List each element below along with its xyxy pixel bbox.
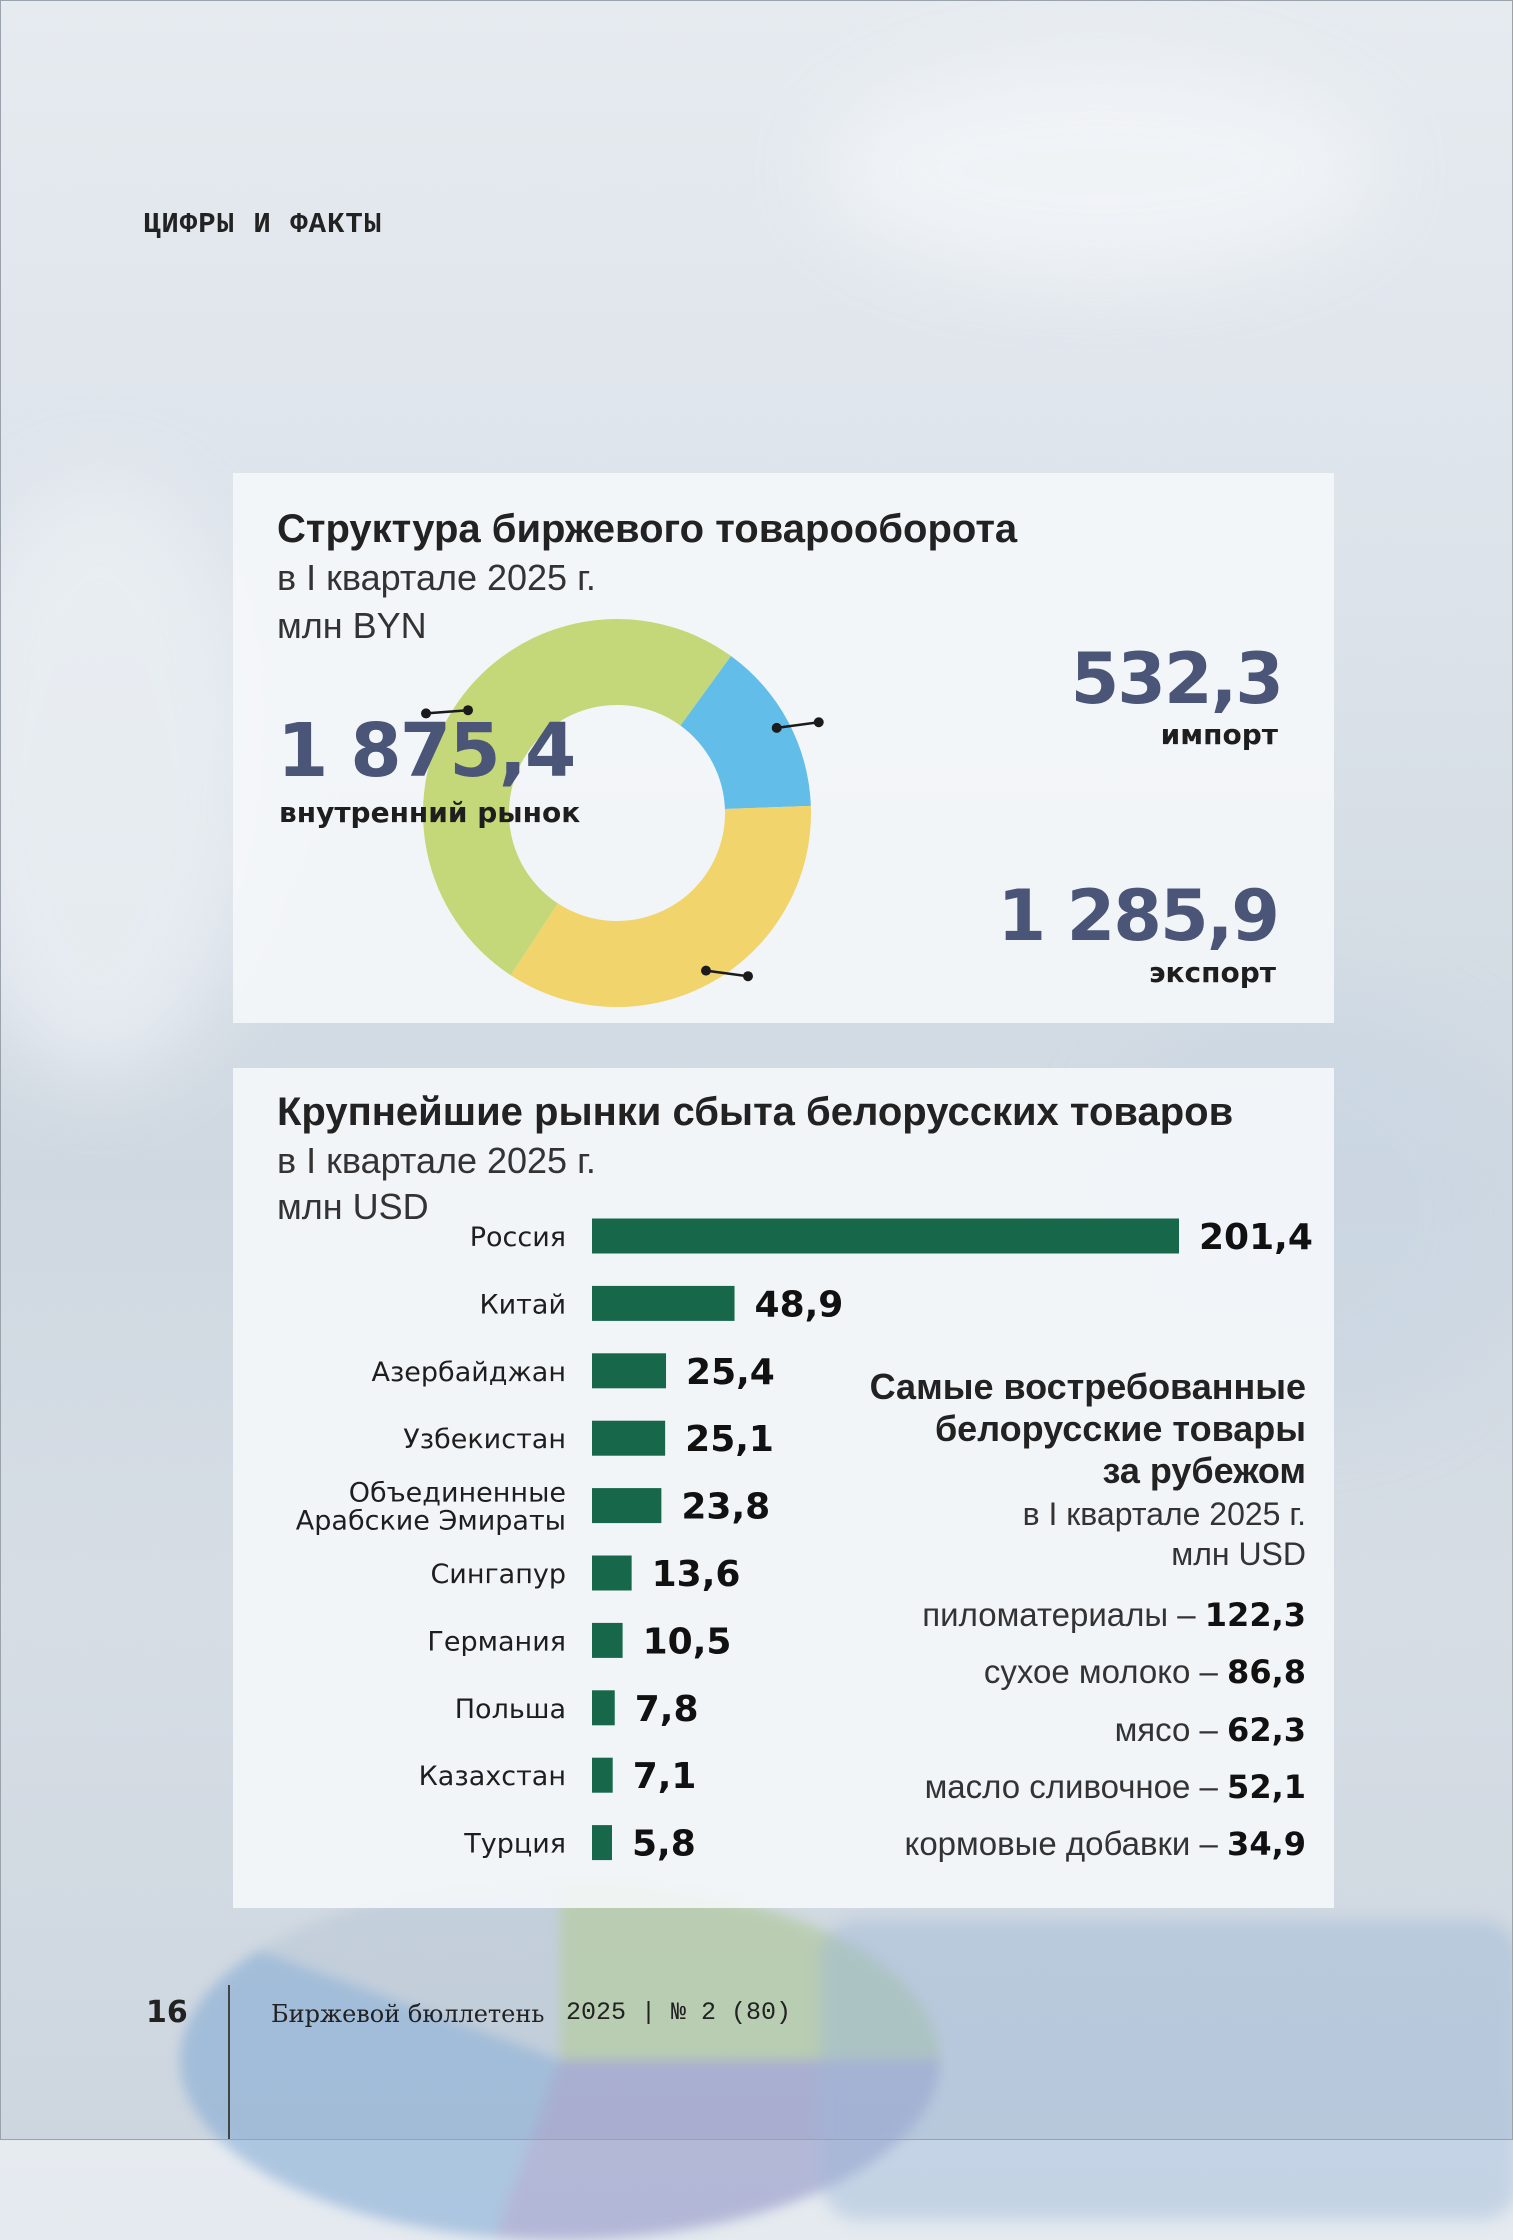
issue-number: 2025 | № 2 (80) [566, 1998, 792, 2027]
background-pie-photo [820, 1920, 1513, 2220]
chart-title: Крупнейшие рынки сбыта белорусских товаров [277, 1090, 1234, 1134]
chart-subtitle: в I квартале 2025 г. [277, 1140, 596, 1181]
value-label: 25,4 [686, 1351, 775, 1393]
category-label: Россия [469, 1222, 566, 1253]
bar [592, 1623, 623, 1658]
background-highlight [820, 60, 1380, 280]
product-item: сухое молоко – 86,8 [983, 1653, 1306, 1691]
bar [592, 1488, 661, 1523]
category-label: Германия [427, 1626, 566, 1658]
bar [592, 1286, 735, 1321]
value-label: 201,4 [1199, 1217, 1313, 1258]
products-unit: млн USD [1171, 1536, 1306, 1572]
products-title: Самые востребованные [869, 1366, 1306, 1407]
background-highlight [0, 480, 260, 1080]
bar [592, 1421, 665, 1456]
product-item: масло сливочное – 52,1 [924, 1768, 1306, 1806]
value-label: 7,1 [632, 1756, 697, 1798]
turnover-structure-panel [233, 473, 1334, 1023]
section-label: ЦИФРЫ И ФАКТЫ [143, 208, 383, 241]
leader-dot [814, 717, 824, 727]
export-markets-panel [233, 1068, 1334, 1908]
bar [592, 1825, 612, 1860]
category-label: Арабские Эмираты [295, 1505, 566, 1537]
leader-dot [743, 971, 753, 981]
products-title: за рубежом [1102, 1450, 1306, 1491]
bar [592, 1219, 1179, 1254]
product-item: пиломатериалы – 122,3 [922, 1596, 1306, 1634]
category-label: Азербайджан [371, 1356, 566, 1388]
category-label: Узбекистан [403, 1424, 566, 1456]
category-label: Сингапур [430, 1559, 566, 1590]
category-label: Объединенные [348, 1477, 566, 1509]
value-label: 48,9 [754, 1284, 844, 1326]
leader-dot [701, 966, 711, 976]
bar [592, 1758, 613, 1793]
products-subtitle: в I квартале 2025 г. [1022, 1496, 1306, 1532]
value-label: 13,6 [651, 1554, 741, 1595]
footer-divider [228, 1985, 230, 2140]
domestic-value: 1 875,4 [277, 708, 575, 794]
value-label: 10,5 [642, 1621, 732, 1663]
publication-name: Биржевой бюллетень [271, 2000, 545, 2028]
import-value: 532,3 [1070, 638, 1282, 720]
product-item: мясо – 62,3 [1114, 1711, 1306, 1749]
value-label: 25,1 [685, 1419, 774, 1461]
category-label: Казахстан [418, 1761, 566, 1793]
page-number: 16 [146, 1995, 188, 2030]
chart-unit: млн USD [277, 1186, 429, 1227]
export-value: 1 285,9 [997, 875, 1278, 957]
export-label: экспорт [1148, 956, 1276, 989]
value-label: 5,8 [632, 1823, 696, 1865]
bar [592, 1556, 632, 1591]
bar [592, 1690, 615, 1725]
value-label: 7,8 [634, 1688, 699, 1730]
product-item: кормовые добавки – 34,9 [904, 1825, 1306, 1863]
domestic-label: внутренний рынок [279, 796, 581, 829]
value-label: 23,8 [681, 1486, 771, 1528]
leader-dot [772, 723, 782, 733]
import-label: импорт [1160, 718, 1278, 751]
bar [592, 1353, 666, 1388]
products-title: белорусские товары [934, 1408, 1306, 1449]
chart-unit: млн BYN [277, 605, 427, 646]
category-label: Китай [479, 1289, 566, 1321]
chart-title: Структура биржевого товарооборота [277, 507, 1018, 551]
chart-subtitle: в I квартале 2025 г. [277, 557, 596, 598]
category-label: Польша [454, 1693, 566, 1725]
category-label: Турция [464, 1828, 566, 1860]
